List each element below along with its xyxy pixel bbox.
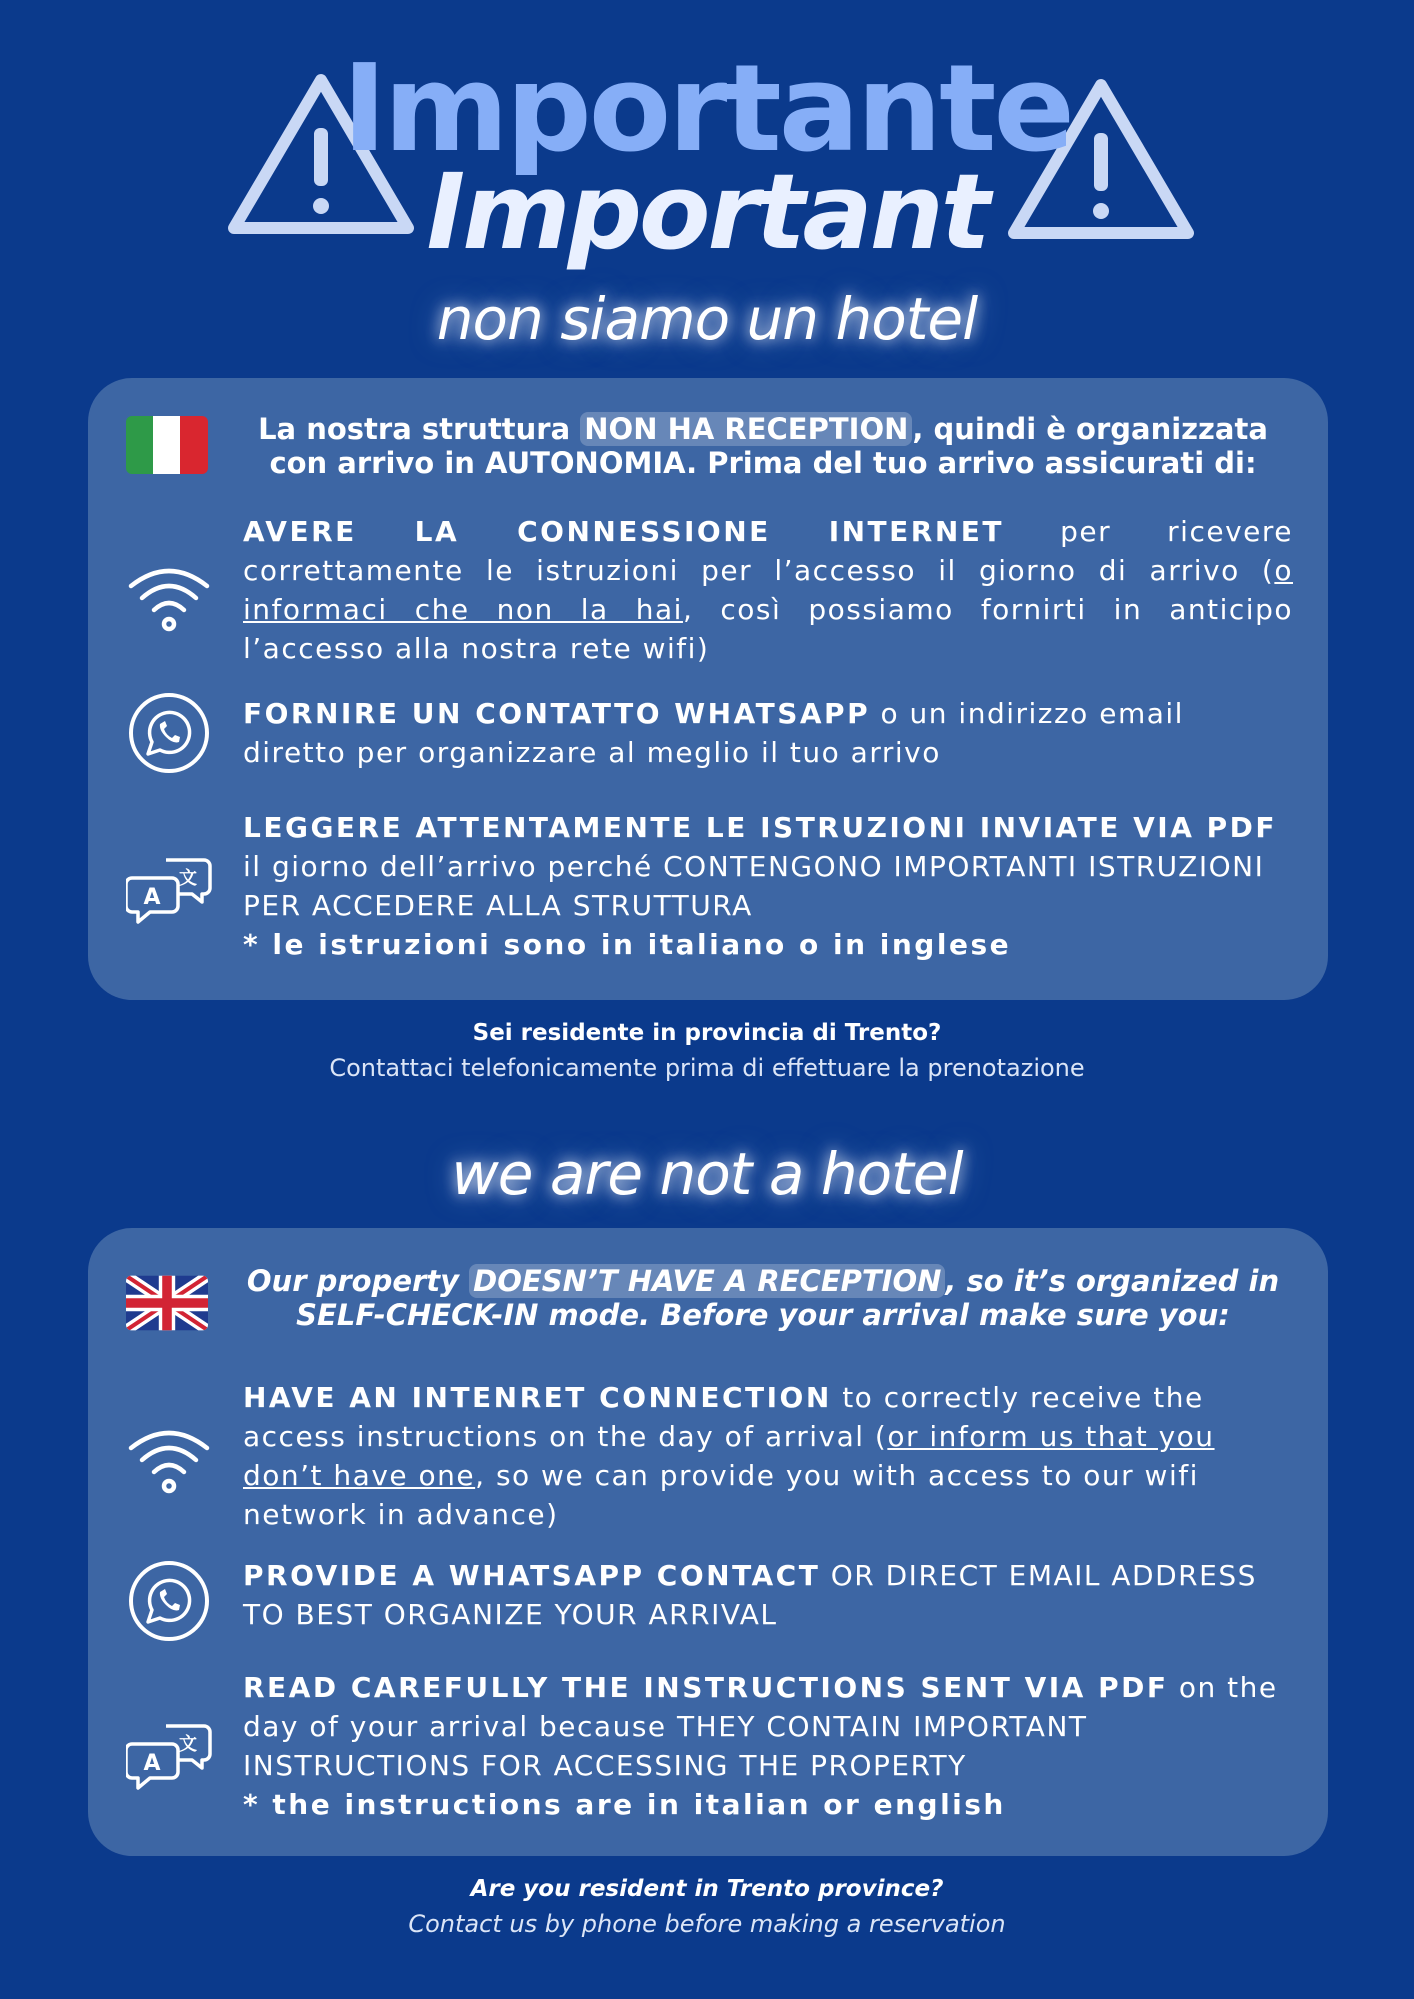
svg-text:文: 文 <box>179 1734 197 1755</box>
instruction-pdf: READ CAREFULLY THE INSTRUCTIONS SENT VIA PDF on the day of your arrival because THEY CONTAIN IMPORTANT INSTRUCTIONS FOR ACCESSING THE PROPERTY * the instructions are in italian or english <box>243 1671 1278 1821</box>
info-card-english <box>88 1228 1328 1856</box>
uk-flag-icon <box>126 1274 208 1332</box>
translate-icon <box>126 848 212 934</box>
translate-icon <box>126 1714 212 1800</box>
tagline-italian: non siamo un hotel <box>436 285 978 353</box>
instruction-pdf: LEGGERE ATTENTAMENTE LE ISTRUZIONI INVIATE VIA PDF il giorno dell’arrivo perché CONTENGONO IMPORTANTI ISTRUZIONI PER ACCEDERE ALLA STRUTTURA * le istruzioni sono in italiano o in inglese <box>243 811 1278 961</box>
instruction-internet: AVERE LA CONNESSIONE INTERNET per ricevere correttamente le istruzioni per l’accesso il giorno di arrivo (o informaci che non la hai, così possiamo fornirti in anticipo l’accesso alla nostra rete wifi) <box>243 515 1293 665</box>
whatsapp-icon <box>126 690 212 776</box>
svg-text:文: 文 <box>179 868 197 889</box>
footer-question-italian: Sei residente in provincia di Trento? <box>472 1020 942 1046</box>
svg-text:A: A <box>143 885 161 910</box>
wifi-icon <box>126 1416 212 1502</box>
instruction-internet: HAVE AN INTENRET CONNECTION to correctly receive the access instructions on the day of arrival (or inform us that you don’t have one, so we can provide you with access to our wifi network in advance) <box>243 1381 1215 1531</box>
title-italian: Importante <box>342 40 1072 179</box>
whatsapp-icon <box>126 1558 212 1644</box>
tagline-english: we are not a hotel <box>451 1140 963 1208</box>
intro-english: Our property DOESN’T HAVE A RECEPTION , so it’s organized in SELF-CHECK-IN mode. Before your arrival make sure you: <box>246 1264 1280 1332</box>
wifi-icon <box>126 554 212 640</box>
header <box>0 40 1414 273</box>
svg-text:A: A <box>143 1751 161 1776</box>
italy-flag-icon <box>126 416 208 474</box>
intro-italian: La nostra struttura NON HA RECEPTION , quindi è organizzata con arrivo in AUTONOMIA. Prima del tuo arrivo assicurati di: <box>258 412 1268 480</box>
title-english: Important <box>426 151 988 273</box>
instruction-whatsapp: FORNIRE UN CONTATTO WHATSAPP o un indirizzo email diretto per organizzare al meglio il tuo arrivo <box>243 697 1184 769</box>
info-card-italian <box>88 378 1328 1000</box>
footer-sub-italian: Contattaci telefonicamente prima di effettuare la prenotazione <box>329 1054 1085 1082</box>
footer-sub-english: Contact us by phone before making a reservation <box>408 1910 1006 1938</box>
instruction-whatsapp: PROVIDE A WHATSAPP CONTACT OR DIRECT EMAIL ADDRESS TO BEST ORGANIZE YOUR ARRIVAL <box>243 1559 1257 1631</box>
footer-question-english: Are you resident in Trento province? <box>470 1876 944 1902</box>
